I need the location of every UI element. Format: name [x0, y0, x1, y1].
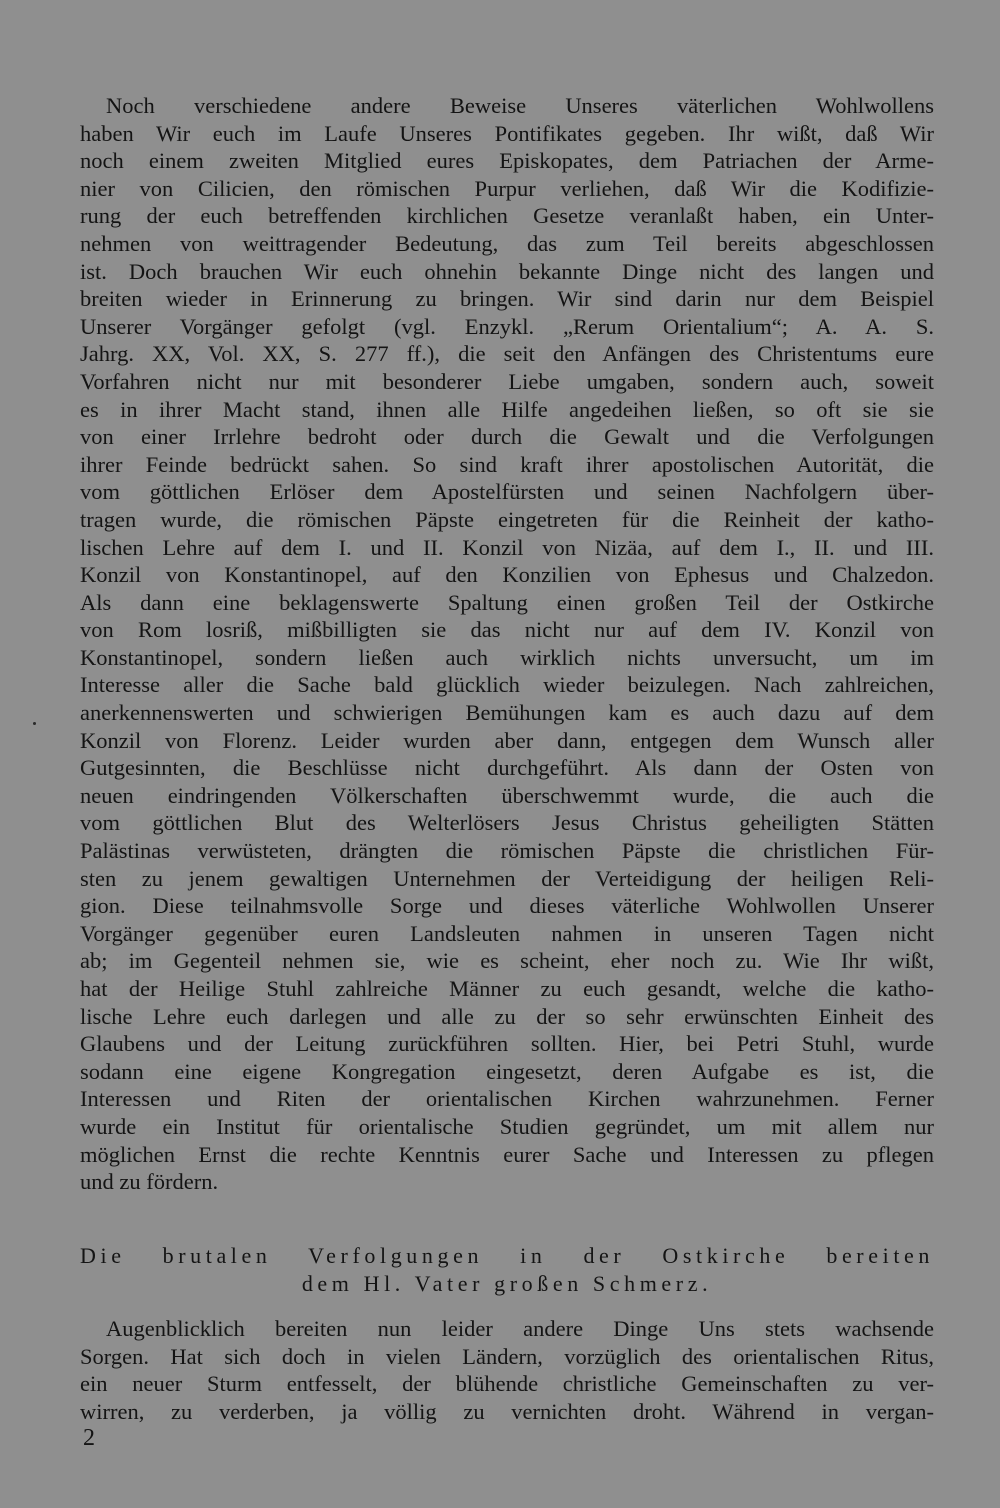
- text-line: lische Lehre euch darlegen und alle zu der so sehr erwünschten Einheit des: [80, 1003, 934, 1029]
- text-line: wurde ein Institut für orientalische Studien gegründet, um mit allem nur: [80, 1113, 934, 1139]
- paragraph-papal-benevolence: [80, 92, 934, 1196]
- text-line: Jahrg. XX, Vol. XX, S. 277 ff.), die seit den Anfängen des Christentums eure: [80, 341, 934, 367]
- paragraph-current-worries: [80, 1315, 934, 1425]
- page-number: 2: [83, 1425, 95, 1451]
- section-heading: [80, 1242, 934, 1297]
- text-line: Interesse aller die Sache bald glücklich wieder beizulegen. Nach zahlreichen,: [80, 672, 934, 698]
- text-line: Augenblicklich bereiten nun leider andere Dinge Uns stets wachsende: [106, 1316, 934, 1341]
- text-line: möglichen Ernst die rechte Kenntnis eurer Sache und Interessen zu pflegen: [80, 1141, 934, 1167]
- text-line: neuen eindringenden Völkerschaften überschwemmt wurde, die auch die: [80, 782, 934, 808]
- text-line: vom göttlichen Blut des Welterlösers Jesus Christus geheiligten Stätten: [80, 810, 934, 836]
- text-line: nehmen von weittragender Bedeutung, das zum Teil bereits abgeschlossen: [80, 230, 934, 256]
- text-line: tragen wurde, die römischen Päpste eingetreten für die Reinheit der katho-: [80, 506, 934, 532]
- text-line: hat der Heilige Stuhl zahlreiche Männer zu euch gesandt, welche die katho-: [80, 976, 934, 1001]
- heading-line: dem Hl. Vater großen Schmerz.: [301, 1270, 713, 1296]
- text-line: ihrer Feinde bedrückt sahen. So sind kraft ihrer apostolischen Autorität, die: [80, 451, 934, 477]
- text-line: vom göttlichen Erlöser dem Apostelfürsten und seinen Nachfolgern über-: [80, 479, 934, 505]
- text-line: Gutgesinnten, die Beschlüsse nicht durchgeführt. Als dann der Osten von: [80, 755, 934, 781]
- text-line: Sorgen. Hat sich doch in vielen Ländern, vorzüglich des orientalischen Ritus,: [80, 1343, 934, 1369]
- text-line: Konzil von Konstantinopel, auf den Konzilien von Ephesus und Chalzedon.: [80, 562, 934, 588]
- text-line: ist. Doch brauchen Wir euch ohnehin bekannte Dinge nicht des langen und: [80, 258, 934, 284]
- text-line: sten zu jenem gewaltigen Unternehmen der Verteidigung der heiligen Reli-: [80, 865, 934, 891]
- text-line: es in ihrer Macht stand, ihnen alle Hilfe angedeihen ließen, so oft sie sie: [80, 396, 934, 422]
- text-line: gion. Diese teilnahmsvolle Sorge und dieses väterliche Wohlwollen Unserer: [80, 893, 934, 919]
- text-line: rung der euch betreffenden kirchlichen Gesetze veranlaßt haben, ein Unter-: [80, 203, 934, 229]
- text-line: von einer Irrlehre bedroht oder durch die Gewalt und die Verfolgungen: [80, 424, 934, 450]
- heading-line: Die brutalen Verfolgungen in der Ostkirche bereiten: [80, 1243, 934, 1268]
- text-line: wirren, zu verderben, ja völlig zu vernichten droht. Während in vergan-: [80, 1398, 934, 1424]
- text-line: Vorfahren nicht nur mit besonderer Liebe umgaben, sondern auch, soweit: [80, 368, 934, 394]
- text-line: ab; im Gegenteil nehmen sie, wie es scheint, eher noch zu. Wie Ihr wißt,: [80, 948, 934, 974]
- text-line: Konstantinopel, sondern ließen auch wirklich nichts unversucht, um im: [80, 644, 934, 670]
- text-line: anerkennenswerten und schwierigen Bemühungen kam es auch dazu auf dem: [80, 700, 934, 726]
- text-line: ein neuer Sturm entfesselt, der blühende christliche Gemeinschaften zu ver-: [80, 1371, 934, 1397]
- text-line: und zu fördern.: [80, 1169, 219, 1195]
- text-line: Vorgänger gegenüber euren Landsleuten nahmen in unseren Tagen nicht: [80, 920, 934, 946]
- text-line: nier von Cilicien, den römischen Purpur verliehen, daß Wir die Kodifizie-: [80, 175, 934, 201]
- text-line: Noch verschiedene andere Beweise Unseres väterlichen Wohlwollens: [106, 93, 934, 118]
- text-line: haben Wir euch im Laufe Unseres Pontifikates gegeben. Ihr wißt, daß Wir: [80, 120, 934, 146]
- text-line: breiten wieder in Erinnerung zu bringen. Wir sind darin nur dem Beispiel: [80, 286, 934, 312]
- text-line: Interessen und Riten der orientalischen Kirchen wahrzunehmen. Ferner: [80, 1086, 934, 1112]
- text-line: Palästinas verwüsteten, drängten die römischen Päpste die christlichen Für-: [80, 838, 934, 864]
- text-line: von Rom losriß, mißbilligten sie das nicht nur auf dem IV. Konzil von: [80, 617, 934, 643]
- text-line: Konzil von Florenz. Leider wurden aber dann, entgegen dem Wunsch aller: [80, 727, 934, 753]
- text-line: noch einem zweiten Mitglied eures Episkopates, dem Patriachen der Arme-: [80, 148, 934, 174]
- text-line: lischen Lehre auf dem I. und II. Konzil von Nizäa, auf dem I., II. und III.: [80, 534, 934, 560]
- text-line: Unserer Vorgänger gefolgt (vgl. Enzykl. „Rerum Orientalium“; A. A. S.: [80, 313, 934, 339]
- scan-speck: [33, 722, 36, 725]
- text-line: sodann eine eigene Kongregation eingesetzt, deren Aufgabe es ist, die: [80, 1058, 934, 1084]
- text-line: Glaubens und der Leitung zurückführen sollten. Hier, bei Petri Stuhl, wurde: [80, 1031, 934, 1057]
- text-line: Als dann eine beklagenswerte Spaltung einen großen Teil der Ostkirche: [80, 589, 934, 615]
